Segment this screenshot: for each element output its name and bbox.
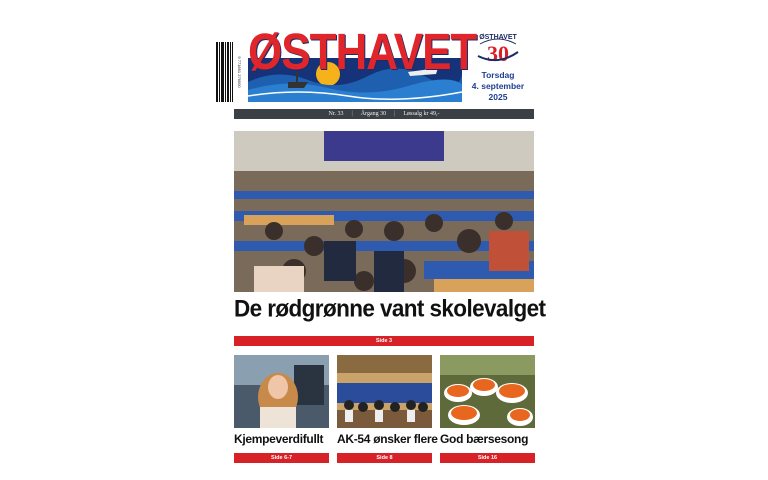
berry-bowls-photo[interactable] bbox=[440, 355, 535, 428]
logo-title: ØSTHAVET bbox=[248, 24, 477, 81]
lead-page-ref: Side 3 bbox=[234, 336, 534, 346]
barcode-number: 9 771891 276000 bbox=[237, 56, 242, 88]
badge-number: 30 bbox=[487, 41, 509, 66]
teaser-page-ref: Side 6-7 bbox=[234, 453, 329, 463]
gym-group-photo[interactable] bbox=[337, 355, 432, 428]
issue-info-bar bbox=[234, 109, 534, 119]
issue-number: Nr. 33 bbox=[328, 111, 344, 117]
auditorium-audience-photo[interactable] bbox=[234, 131, 534, 292]
separator: | bbox=[351, 111, 353, 117]
separator: | bbox=[394, 111, 396, 117]
newspaper-logo bbox=[248, 24, 477, 102]
date: 4. september bbox=[471, 81, 525, 91]
portrait-photo[interactable] bbox=[234, 355, 329, 428]
teaser-title[interactable]: Kjempeverdifullt bbox=[234, 432, 324, 446]
barcode bbox=[216, 42, 240, 102]
lead-headline[interactable]: De rødgrønne vant skolevalget bbox=[234, 294, 546, 322]
teaser-page-ref: Side 16 bbox=[440, 453, 535, 463]
teaser-title[interactable]: AK-54 ønsker flere bbox=[337, 432, 438, 446]
issue-date bbox=[466, 70, 530, 103]
weekday: Torsdag bbox=[481, 70, 515, 80]
volume: Årgang 30 bbox=[360, 111, 387, 117]
teaser-page-ref: Side 8 bbox=[337, 453, 432, 463]
price: Løssalg kr 49,- bbox=[403, 111, 440, 117]
year: 2025 bbox=[488, 92, 508, 102]
teaser-title[interactable]: God bærsesong bbox=[440, 432, 529, 446]
badge-label: ØSTHAVET bbox=[479, 34, 517, 41]
